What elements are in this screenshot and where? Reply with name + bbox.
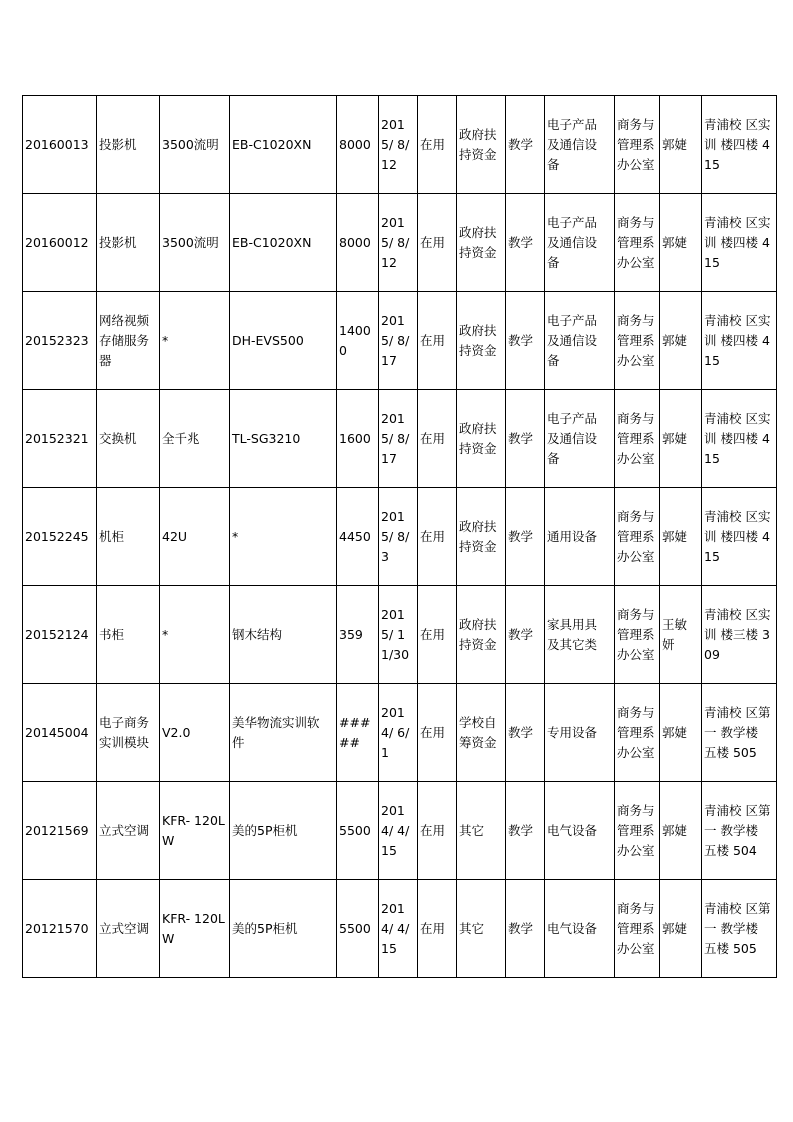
keeper-cell: 郭婕 xyxy=(660,292,702,390)
fund-source-cell: 政府扶 持资金 xyxy=(457,292,506,390)
location-cell: 青浦校 区实训 楼四楼 415 xyxy=(702,96,777,194)
status-cell: 在用 xyxy=(418,390,457,488)
model-cell: * xyxy=(230,488,337,586)
location-cell: 青浦校 区第一 教学楼 五楼 505 xyxy=(702,684,777,782)
usage-cell: 教学 xyxy=(506,488,545,586)
fund-source-cell: 政府扶 持资金 xyxy=(457,586,506,684)
asset-name-cell: 立式空调 xyxy=(97,880,160,978)
table-row xyxy=(23,194,777,292)
table-row xyxy=(23,96,777,194)
spec-cell: 全千兆 xyxy=(160,390,230,488)
asset-id-cell: 20121570 xyxy=(23,880,97,978)
spec-cell: * xyxy=(160,586,230,684)
fund-source-cell: 政府扶 持资金 xyxy=(457,390,506,488)
department-cell: 商务与 管理系 办公室 xyxy=(615,292,660,390)
category-cell: 电子产品 及通信设 备 xyxy=(545,292,615,390)
location-cell: 青浦校 区实训 楼四楼 415 xyxy=(702,292,777,390)
category-cell: 电子产品 及通信设 备 xyxy=(545,194,615,292)
table-row xyxy=(23,782,777,880)
purchase-date-cell: 2014/ 4/15 xyxy=(379,782,418,880)
purchase-date-cell: 2015/ 11/30 xyxy=(379,586,418,684)
price-cell: 1600 xyxy=(337,390,379,488)
keeper-cell: 郭婕 xyxy=(660,96,702,194)
keeper-cell: 郭婕 xyxy=(660,390,702,488)
status-cell: 在用 xyxy=(418,96,457,194)
fund-source-cell: 政府扶 持资金 xyxy=(457,96,506,194)
purchase-date-cell: 2015/ 8/17 xyxy=(379,292,418,390)
asset-name-cell: 机柜 xyxy=(97,488,160,586)
usage-cell: 教学 xyxy=(506,194,545,292)
asset-name-cell: 交换机 xyxy=(97,390,160,488)
asset-id-cell: 20121569 xyxy=(23,782,97,880)
model-cell: EB-C1020XN xyxy=(230,96,337,194)
status-cell: 在用 xyxy=(418,488,457,586)
category-cell: 家具用具 及其它类 xyxy=(545,586,615,684)
table-row xyxy=(23,586,777,684)
status-cell: 在用 xyxy=(418,684,457,782)
spec-cell: * xyxy=(160,292,230,390)
asset-id-cell: 20152245 xyxy=(23,488,97,586)
department-cell: 商务与 管理系 办公室 xyxy=(615,488,660,586)
keeper-cell: 郭婕 xyxy=(660,782,702,880)
location-cell: 青浦校 区第一 教学楼 五楼 505 xyxy=(702,880,777,978)
status-cell: 在用 xyxy=(418,194,457,292)
asset-table xyxy=(22,95,777,978)
asset-name-cell: 投影机 xyxy=(97,96,160,194)
status-cell: 在用 xyxy=(418,880,457,978)
model-cell: 钢木结构 xyxy=(230,586,337,684)
usage-cell: 教学 xyxy=(506,880,545,978)
category-cell: 通用设备 xyxy=(545,488,615,586)
department-cell: 商务与 管理系 办公室 xyxy=(615,96,660,194)
asset-id-cell: 20152323 xyxy=(23,292,97,390)
model-cell: DH-EVS500 xyxy=(230,292,337,390)
spec-cell: 42U xyxy=(160,488,230,586)
location-cell: 青浦校 区第一 教学楼 五楼 504 xyxy=(702,782,777,880)
keeper-cell: 郭婕 xyxy=(660,684,702,782)
keeper-cell: 郭婕 xyxy=(660,194,702,292)
model-cell: 美的5P柜机 xyxy=(230,880,337,978)
asset-id-cell: 20160013 xyxy=(23,96,97,194)
price-cell: ##### xyxy=(337,684,379,782)
model-cell: EB-C1020XN xyxy=(230,194,337,292)
asset-id-cell: 20145004 xyxy=(23,684,97,782)
asset-name-cell: 电子商务 实训模块 xyxy=(97,684,160,782)
asset-id-cell: 20152124 xyxy=(23,586,97,684)
price-cell: 5500 xyxy=(337,880,379,978)
keeper-cell: 王敏 妍 xyxy=(660,586,702,684)
status-cell: 在用 xyxy=(418,782,457,880)
category-cell: 电子产品 及通信设 备 xyxy=(545,96,615,194)
price-cell: 8000 xyxy=(337,194,379,292)
keeper-cell: 郭婕 xyxy=(660,488,702,586)
spec-cell: 3500流明 xyxy=(160,194,230,292)
fund-source-cell: 其它 xyxy=(457,782,506,880)
asset-name-cell: 投影机 xyxy=(97,194,160,292)
spec-cell: 3500流明 xyxy=(160,96,230,194)
department-cell: 商务与 管理系 办公室 xyxy=(615,194,660,292)
usage-cell: 教学 xyxy=(506,390,545,488)
purchase-date-cell: 2014/ 6/1 xyxy=(379,684,418,782)
price-cell: 4450 xyxy=(337,488,379,586)
status-cell: 在用 xyxy=(418,586,457,684)
purchase-date-cell: 2015/ 8/12 xyxy=(379,96,418,194)
department-cell: 商务与 管理系 办公室 xyxy=(615,684,660,782)
asset-id-cell: 20160012 xyxy=(23,194,97,292)
model-cell: 美的5P柜机 xyxy=(230,782,337,880)
asset-name-cell: 立式空调 xyxy=(97,782,160,880)
usage-cell: 教学 xyxy=(506,782,545,880)
purchase-date-cell: 2015/ 8/17 xyxy=(379,390,418,488)
category-cell: 专用设备 xyxy=(545,684,615,782)
price-cell: 8000 xyxy=(337,96,379,194)
department-cell: 商务与 管理系 办公室 xyxy=(615,880,660,978)
spec-cell: KFR- 120LW xyxy=(160,880,230,978)
purchase-date-cell: 2015/ 8/12 xyxy=(379,194,418,292)
usage-cell: 教学 xyxy=(506,684,545,782)
spec-cell: KFR- 120LW xyxy=(160,782,230,880)
department-cell: 商务与 管理系 办公室 xyxy=(615,586,660,684)
status-cell: 在用 xyxy=(418,292,457,390)
category-cell: 电气设备 xyxy=(545,880,615,978)
table-row xyxy=(23,880,777,978)
purchase-date-cell: 2015/ 8/3 xyxy=(379,488,418,586)
table-row xyxy=(23,390,777,488)
fund-source-cell: 学校自 筹资金 xyxy=(457,684,506,782)
asset-name-cell: 网络视频 存储服务 器 xyxy=(97,292,160,390)
location-cell: 青浦校 区实训 楼四楼 415 xyxy=(702,488,777,586)
usage-cell: 教学 xyxy=(506,292,545,390)
category-cell: 电子产品 及通信设 备 xyxy=(545,390,615,488)
spec-cell: V2.0 xyxy=(160,684,230,782)
table-row xyxy=(23,684,777,782)
fund-source-cell: 政府扶 持资金 xyxy=(457,194,506,292)
keeper-cell: 郭婕 xyxy=(660,880,702,978)
price-cell: 14000 xyxy=(337,292,379,390)
asset-name-cell: 书柜 xyxy=(97,586,160,684)
asset-id-cell: 20152321 xyxy=(23,390,97,488)
category-cell: 电气设备 xyxy=(545,782,615,880)
location-cell: 青浦校 区实训 楼三楼 309 xyxy=(702,586,777,684)
price-cell: 5500 xyxy=(337,782,379,880)
model-cell: 美华物流实训软 件 xyxy=(230,684,337,782)
purchase-date-cell: 2014/ 4/15 xyxy=(379,880,418,978)
usage-cell: 教学 xyxy=(506,96,545,194)
location-cell: 青浦校 区实训 楼四楼 415 xyxy=(702,390,777,488)
department-cell: 商务与 管理系 办公室 xyxy=(615,782,660,880)
table-row xyxy=(23,488,777,586)
usage-cell: 教学 xyxy=(506,586,545,684)
model-cell: TL-SG3210 xyxy=(230,390,337,488)
price-cell: 359 xyxy=(337,586,379,684)
fund-source-cell: 其它 xyxy=(457,880,506,978)
location-cell: 青浦校 区实训 楼四楼 415 xyxy=(702,194,777,292)
department-cell: 商务与 管理系 办公室 xyxy=(615,390,660,488)
fund-source-cell: 政府扶 持资金 xyxy=(457,488,506,586)
table-row xyxy=(23,292,777,390)
